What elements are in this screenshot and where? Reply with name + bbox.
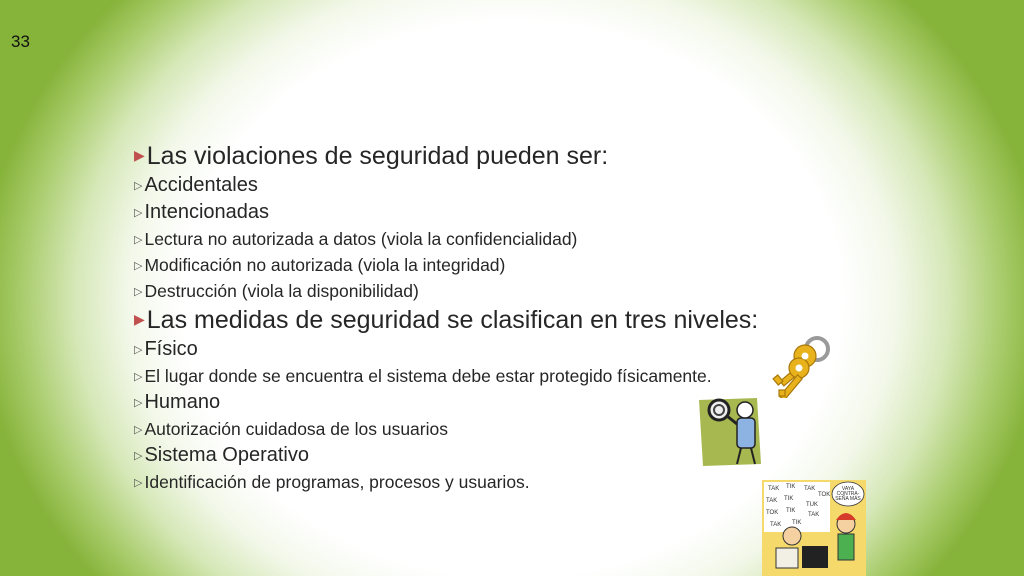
sound-word: TAK [768, 486, 780, 492]
bullet-text: Destrucción (viola la disponibilidad) [144, 281, 419, 301]
bullet-text: Humano [144, 391, 221, 413]
bullet-text: Las medidas de seguridad se clasifican en tres niveles: [146, 306, 759, 334]
sound-word: TIK [784, 496, 794, 502]
bullet-item-level-3 [134, 469, 854, 495]
bullet-marker-icon: ▷ [134, 207, 143, 219]
svg-text:SEÑA MÁS: SEÑA MÁS [835, 496, 861, 502]
sound-word: TAK [804, 486, 816, 492]
svg-text:CONTRA-: CONTRA- [836, 491, 860, 497]
detective-magnifier-icon [697, 396, 771, 468]
sound-word: TIK [786, 508, 796, 514]
bullet-marker-icon: ▷ [134, 344, 143, 356]
bullet-marker-icon: ▷ [134, 397, 143, 409]
password-typing-cartoon [762, 480, 866, 576]
bullet-item-level-1 [134, 304, 854, 336]
bullet-text: Sistema Operativo [144, 444, 309, 466]
sound-word: TAK [808, 512, 820, 518]
sound-word: TIK [786, 484, 796, 490]
bullet-marker-icon: ▶ [134, 147, 145, 163]
svg-text:VAYA: VAYA [841, 486, 855, 492]
keys-icon [765, 332, 833, 398]
bullet-marker-icon: ▶ [134, 311, 145, 327]
bullet-item-level-1 [134, 140, 854, 172]
bullet-marker-icon: ▷ [134, 371, 143, 383]
sound-word: TOK [818, 492, 831, 498]
bullet-marker-icon: ▷ [134, 180, 143, 192]
sound-word: TIK [792, 520, 802, 526]
bullet-marker-icon: ▷ [134, 450, 143, 462]
sound-word: TAK [770, 522, 782, 528]
bullet-marker-icon: ▷ [134, 477, 143, 489]
bullet-item-level-3 [134, 363, 854, 389]
bullet-text: Modificación no autorizada (viola la integridad) [144, 255, 506, 275]
bullet-item-level-2 [134, 199, 854, 226]
bullet-text: El lugar donde se encuentra el sistema debe estar protegido físicamente. [144, 366, 712, 386]
bullet-item-level-3 [134, 226, 854, 252]
bullet-marker-icon: ▷ [134, 234, 143, 246]
sound-word: TAK [766, 498, 778, 504]
bullet-text: Físico [144, 338, 198, 360]
bullet-text: Accidentales [144, 174, 258, 196]
bullet-text: Autorización cuidadosa de los usuarios [144, 419, 448, 439]
bullet-item-level-2 [134, 336, 854, 363]
bullet-text: Lectura no autorizada a datos (viola la confidencialidad) [144, 229, 578, 249]
bullet-marker-icon: ▷ [134, 424, 143, 436]
sound-word: TOK [766, 510, 779, 516]
bullet-marker-icon: ▷ [134, 260, 143, 272]
bullet-text: Las violaciones de seguridad pueden ser: [146, 142, 609, 170]
slide-number: 33 [11, 32, 30, 51]
bullet-text: Intencionadas [144, 201, 270, 223]
bullet-text: Identificación de programas, procesos y usuarios. [144, 472, 530, 492]
bullet-item-level-3 [134, 252, 854, 278]
bullet-marker-icon: ▷ [134, 286, 143, 298]
bullet-item-level-2 [134, 172, 854, 199]
sound-word: TUK [806, 502, 818, 508]
bullet-item-level-3 [134, 278, 854, 304]
